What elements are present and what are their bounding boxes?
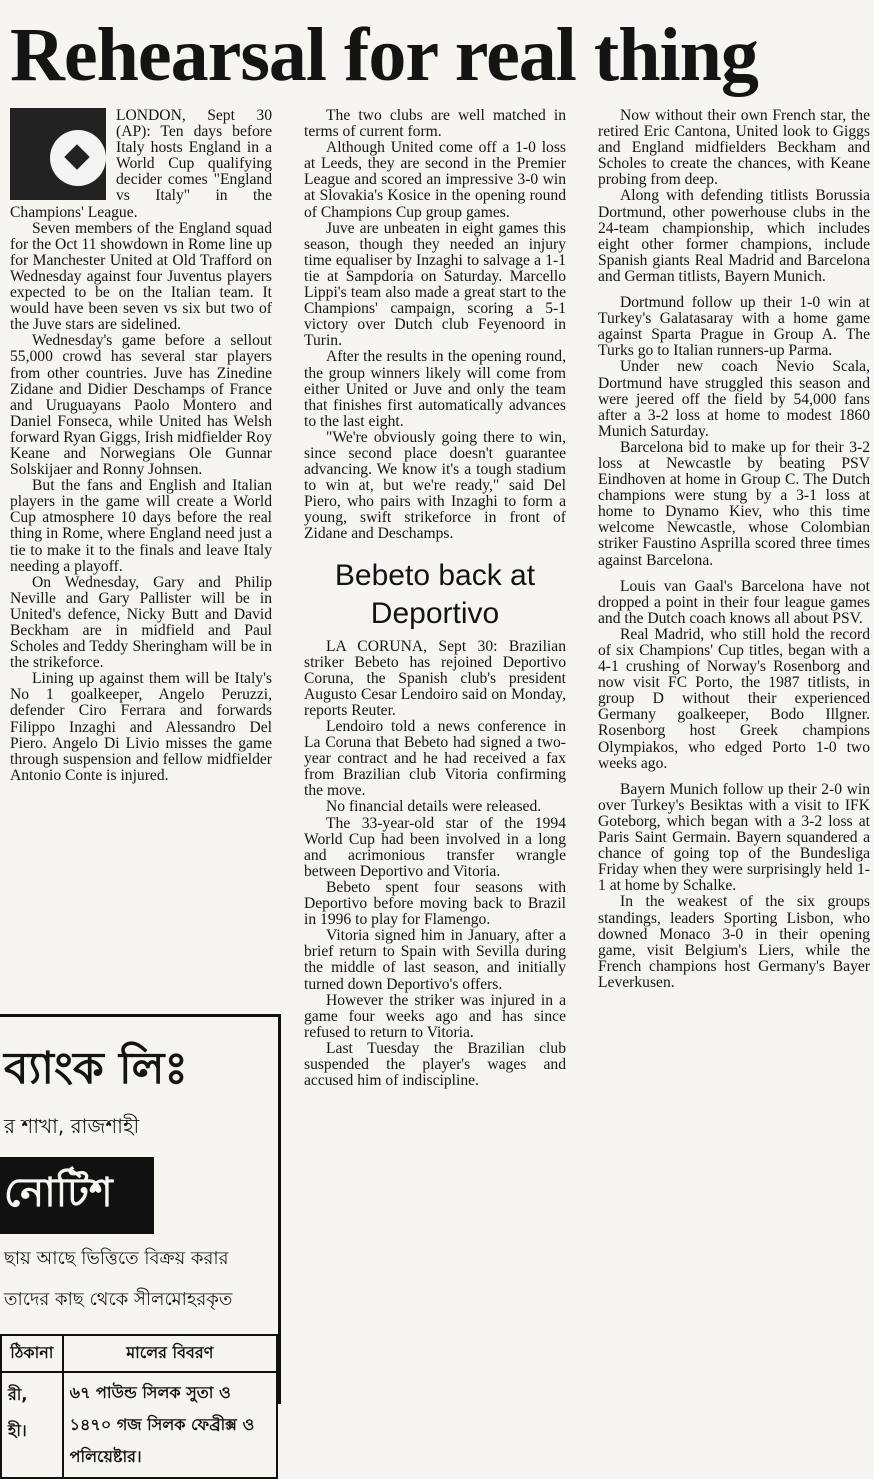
address-line: রী, bbox=[8, 1385, 28, 1404]
goods-table bbox=[0, 1334, 278, 1479]
address-cell bbox=[1, 1372, 63, 1478]
paragraph: LONDON, Sept 30 (AP): Ten days before Italy hosts England in a World Cup qualifying decider comes "England vs Italy" in the Champions' League. bbox=[10, 107, 272, 221]
paragraph: No financial details were released. bbox=[326, 798, 542, 816]
paragraph: "We're obviously going there to win, since second place doesn't guarantee advancing. We know it's a tough stadium to win at, but we're ready," said Del Piero, who pairs with Inzaghi to form a young, swift strikeforce in front of Zidane and Deschamps. bbox=[304, 428, 566, 543]
paragraph: Louis van Gaal's Barcelona have not dropped a point in their four league games and the Dutch coach knows all about PSV. bbox=[598, 577, 870, 627]
column-header-goods: মালের বিবরণ bbox=[63, 1335, 277, 1372]
paragraph: Last Tuesday the Brazilian club suspended the player's wages and accused him of indiscipline. bbox=[304, 1039, 566, 1090]
paragraph: In the weakest of the six groups standings, leaders Sporting Lisbon, who downed Monaco 3-0 in their opening game, visit Belgium's Liers, while the French champions host Germany's Bayer Leverkusen. bbox=[598, 893, 870, 991]
article-column-1 bbox=[10, 108, 272, 1008]
paragraph: The two clubs are well matched in terms of current form. bbox=[304, 107, 566, 141]
paragraph: Real Madrid, who still hold the record of six Champions' Cup titles, began with a 4-1 crushing of Norway's Rosenborg and now visit FC Porto, the 1987 titlists, in group D without their experienced Germany goalkeeper, Bodo Illgner. Rosenborg host Greek champions Olympiakos, who edged Porto 1-0 two weeks ago. bbox=[598, 625, 870, 772]
goods-line: পলিয়েষ্টার। bbox=[69, 1447, 142, 1466]
football-photo bbox=[10, 108, 106, 200]
football-icon bbox=[50, 130, 106, 186]
notice-banner: নোটিশ bbox=[0, 1157, 154, 1234]
paragraph: Under new coach Nevio Scala, Dortmund have struggled this season and were jeered off the field by 54,000 fans after a 3-2 loss at home to modest 1860 Munich Saturday. bbox=[598, 358, 870, 440]
bank-name: ব্যাংক লিঃ bbox=[4, 1043, 188, 1094]
goods-cell bbox=[63, 1372, 277, 1478]
branch-name: র শাখা, রাজশাহী bbox=[4, 1114, 140, 1138]
notice-line: তাদের কাছ থেকে সীলমোহরকৃত bbox=[4, 1289, 233, 1310]
notice-line: ছায় আছে ভিত্তিতে বিক্রয় করার bbox=[4, 1248, 229, 1269]
bank-notice-advertisement bbox=[0, 1014, 281, 1466]
article-column-2 bbox=[304, 108, 566, 1398]
paragraph: The 33-year-old star of the 1994 World Cup had been involved in a long and acrimonious transfer wrangle between Deportivo and Vitoria. bbox=[304, 814, 566, 880]
paragraph: Vitoria signed him in January, after a brief return to Spain with Sevilla during the middle of last season, and initially turned down Deportivo's offers. bbox=[304, 927, 566, 993]
paragraph: Bayern Munich follow up their 2-0 win over Turkey's Besiktas with a visit to IFK Goteborg, which began with a 3-2 loss at Paris Saint Germain. Bayern squandered a chance of going top of the Bundesliga Friday when they were surprisingly held 1-1 at home by Schalke. bbox=[598, 780, 870, 895]
paragraph: Seven members of the England squad for the Oct 11 showdown in Rome line up for Manchester United at Old Trafford on Wednesday against four Juventus players expected to be on the Italian team. It would have been seven vs six but two of the Juve stars are sidelined. bbox=[10, 219, 272, 334]
goods-line: ১৪৭০ গজ সিলক ফেব্রীক্স ও bbox=[69, 1415, 255, 1434]
goods-line: ৬৭ পাউন্ড সিলক সুতা ও bbox=[69, 1383, 231, 1402]
address-line: হী। bbox=[8, 1421, 27, 1440]
table-header-row bbox=[1, 1335, 277, 1372]
paragraph: Juve are unbeaten in eight games this season, though they needed an injury time equaliser by Inzaghi to salvage a 1-1 tie at Sampdoria on Saturday. Marcello Lippi's team also made a great start to the Champions' campaign, scoring a 5-1 victory over Dutch club Feyenoord in Turin. bbox=[304, 219, 566, 350]
paragraph: Dortmund follow up their 1-0 win at Turkey's Galatasaray with a home game against Sparta Prague in Group A. The Turks go to Italian runners-up Parma. bbox=[598, 294, 870, 360]
paragraph: Barcelona bid to make up for their 3-2 loss at Newcastle by beating PSV Eindhoven at home in Group C. The Dutch champions were stung by a 3-1 loss at home to Dynamo Kiev, who this time welcome Newcastle, whose Colombian striker Faustino Asprilla scored three times against Barcelona. bbox=[598, 438, 870, 569]
paragraph: Bebeto spent four seasons with Deportivo before moving back to Brazil in 1996 to play for Flamengo. bbox=[304, 878, 566, 929]
paragraph: However the striker was injured in a game four weeks ago and has since refused to return to Vitoria. bbox=[304, 991, 566, 1041]
paragraph: Lining up against them will be Italy's No 1 goalkeeper, Angelo Peruzzi, defender Ciro Ferrara and forwards Filippo Inzaghi and Alessandro Del Piero. Angelo Di Livio misses the game through suspension and fellow midfielder Antonio Conte is injured. bbox=[10, 670, 272, 784]
headline: Rehearsal for real thing bbox=[10, 13, 758, 97]
paragraph: On Wednesday, Gary and Philip Neville and Gary Pallister will be in United's defence, Nicky Butt and David Beckham are in midfield and Paul Scholes and Teddy Sheringham will be in the strikeforce. bbox=[10, 573, 272, 672]
paragraph: Lendoiro told a news conference in La Coruna that Bebeto had signed a two-year contract and he had received a fax from Brazilian club Vitoria confirming the move. bbox=[304, 718, 566, 800]
paragraph: Now without their own French star, the retired Eric Cantona, United look to Giggs and England midfielders Beckham and Scholes to create the chances, with Keane probing from deep. bbox=[598, 107, 870, 189]
paragraph: But the fans and English and Italian players in the game will create a World Cup atmosphere 10 days before the real thing in Rome, where England need just a tie to make it to the finals and leave Italy needing a playoff. bbox=[10, 477, 272, 575]
paragraph: LA CORUNA, Sept 30: Brazilian striker Bebeto has rejoined Deportivo Coruna, the Spanish club's president Augusto Cesar Lendoiro said on Monday, reports Reuter. bbox=[304, 637, 566, 719]
article-column-3 bbox=[598, 108, 870, 1398]
column-header-address: ঠিকানা bbox=[1, 1335, 63, 1372]
paragraph: Although United come off a 1-0 loss at Leeds, they are second in the Premier League and scored an impressive 3-0 win at Slovakia's Kosice in the opening round of Champions Cup group games. bbox=[304, 139, 566, 221]
table-row bbox=[1, 1372, 277, 1478]
paragraph: After the results in the opening round, the group winners likely will come from either United or Juve and only the team that finishes first automatically advances to the last eight. bbox=[304, 348, 566, 430]
bebeto-headline: Bebeto back at Deportivo bbox=[334, 558, 536, 630]
paragraph: Along with defending titlists Borussia Dortmund, other powerhouse clubs in the 24-team championship, which includes eight other former champions, include Spanish giants Real Madrid and Barcelona and German titlists, Bayern Munich. bbox=[598, 187, 870, 285]
paragraph: Wednesday's game before a sellout 55,000 crowd has several star players from other countries. Juve has Zinedine Zidane and Didier Deschamps of France and Uruguayans Paolo Montero and Daniel Fonseca, while United has Welsh forward Ryan Giggs, Irish midfielder Roy Keane and Norwegians Ole Gunnar Solskijaer and Ronny Johnsen. bbox=[10, 332, 272, 479]
